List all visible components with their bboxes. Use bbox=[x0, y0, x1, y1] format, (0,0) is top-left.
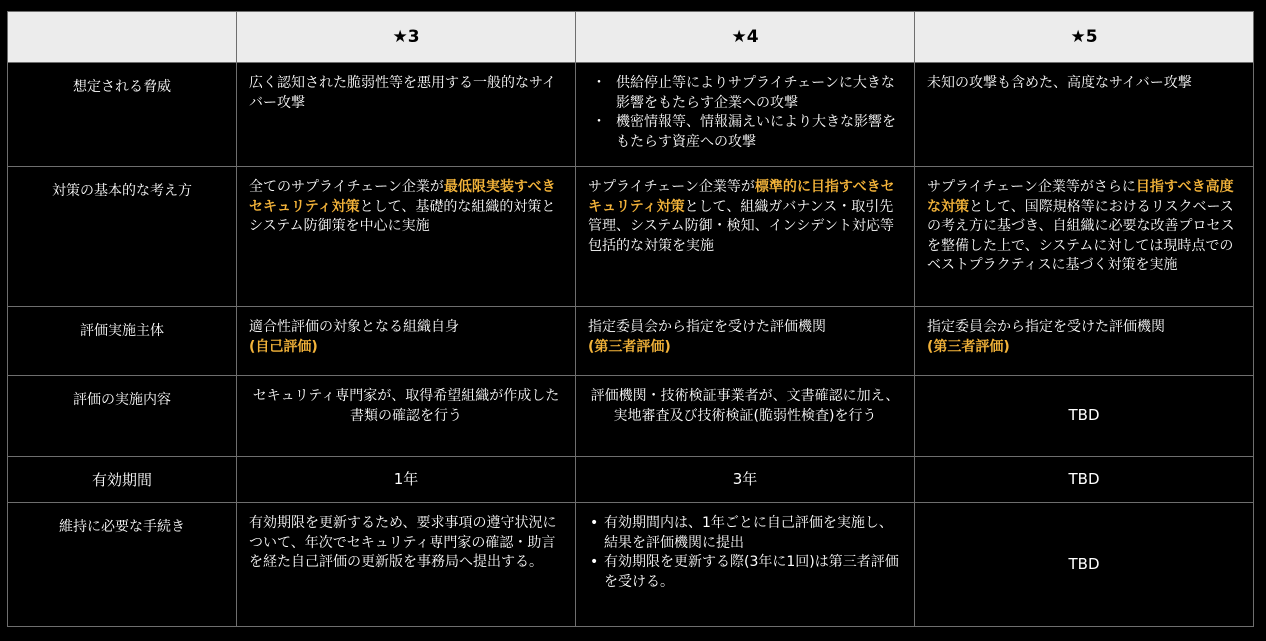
row-approach bbox=[8, 167, 1254, 307]
row-label-validity: 有効期間 bbox=[8, 457, 237, 503]
row-threat bbox=[8, 63, 1254, 167]
header-level-4: ★4 bbox=[576, 12, 915, 63]
threat-level-4 bbox=[576, 63, 915, 167]
row-label-approach: 対策の基本的な考え方 bbox=[8, 167, 237, 307]
row-label-evaluator: 評価実施主体 bbox=[8, 307, 237, 376]
row-validity bbox=[8, 457, 1254, 503]
threat-level-3: 広く認知された脆弱性等を悪用する一般的なサイバー攻撃 bbox=[237, 63, 576, 167]
list-item: • 有効期間内は、1年ごとに自己評価を実施し、結果を評価機関に提出 bbox=[590, 515, 893, 551]
list-item: ・ 供給停止等によりサプライチェーンに大きな影響をもたらす企業への攻撃 bbox=[592, 75, 895, 111]
row-evaluator bbox=[8, 307, 1254, 376]
row-label-maintenance: 維持に必要な手続き bbox=[8, 503, 237, 627]
validity-level-3: 1年 bbox=[237, 457, 576, 503]
row-content bbox=[8, 376, 1254, 457]
header-blank-cell bbox=[8, 12, 237, 63]
row-maintenance bbox=[8, 503, 1254, 627]
threat-level-5: 未知の攻撃も含めた、高度なサイバー攻撃 bbox=[915, 63, 1254, 167]
content-level-3: セキュリティ専門家が、取得希望組織が作成した書類の確認を行う bbox=[237, 376, 576, 457]
content-level-4: 評価機関・技術検証事業者が、文書確認に加え、実地審査及び技術検証(脆弱性検査)を行う bbox=[576, 376, 915, 457]
validity-level-4: 3年 bbox=[576, 457, 915, 503]
highlight-text: (自己評価) bbox=[249, 338, 318, 355]
approach-level-4: サプライチェーン企業等が標準的に目指すべきセキュリティ対策として、組織ガバナンス・取引先管理、システム防御・検知、インシデント対応等包括的な対策を実施 bbox=[576, 167, 915, 307]
header-level-3: ★3 bbox=[237, 12, 576, 63]
highlight-text: (第三者評価) bbox=[927, 338, 1010, 355]
highlight-text: 標準的に目指すべきセキュリティ対策 bbox=[588, 179, 895, 215]
evaluator-level-3: 適合性評価の対象となる組織自身 (自己評価) bbox=[237, 307, 576, 376]
row-label-content: 評価の実施内容 bbox=[8, 376, 237, 457]
validity-level-5: TBD bbox=[915, 457, 1254, 503]
maintenance-level-3: 有効期限を更新するため、要求事項の遵守状況について、年次でセキュリティ専門家の確認・助言を経た自己評価の更新版を事務局へ提出する。 bbox=[237, 503, 576, 627]
header-row bbox=[8, 12, 1254, 63]
maintenance-level-5: TBD bbox=[915, 503, 1254, 627]
highlight-text: 目指すべき高度な対策 bbox=[927, 179, 1234, 215]
approach-level-3: 全てのサプライチェーン企業が最低限実装すべきセキュリティ対策として、基礎的な組織的対策とシステム防御策を中心に実施 bbox=[237, 167, 576, 307]
evaluator-level-5: 指定委員会から指定を受けた評価機関 (第三者評価) bbox=[915, 307, 1254, 376]
content-level-5: TBD bbox=[915, 376, 1254, 457]
highlight-text: 最低限実装すべきセキュリティ対策 bbox=[249, 179, 556, 215]
comparison-table bbox=[7, 11, 1254, 627]
header-level-5: ★5 bbox=[915, 12, 1254, 63]
evaluator-level-4: 指定委員会から指定を受けた評価機関 (第三者評価) bbox=[576, 307, 915, 376]
row-label-threat: 想定される脅威 bbox=[8, 63, 237, 167]
list-item: ・ 機密情報等、情報漏えいにより大きな影響をもたらす資産への攻撃 bbox=[592, 114, 896, 150]
maintenance-level-4 bbox=[576, 503, 915, 627]
list-item: • 有効期限を更新する際(3年に1回)は第三者評価を受ける。 bbox=[590, 554, 899, 590]
highlight-text: (第三者評価) bbox=[588, 338, 671, 355]
approach-level-5: サプライチェーン企業等がさらに目指すべき高度な対策として、国際規格等におけるリスクベースの考え方に基づき、自組織に必要な改善プロセスを整備した上で、システムに対しては現時点でのベストプラクティスに基づく対策を実施 bbox=[915, 167, 1254, 307]
